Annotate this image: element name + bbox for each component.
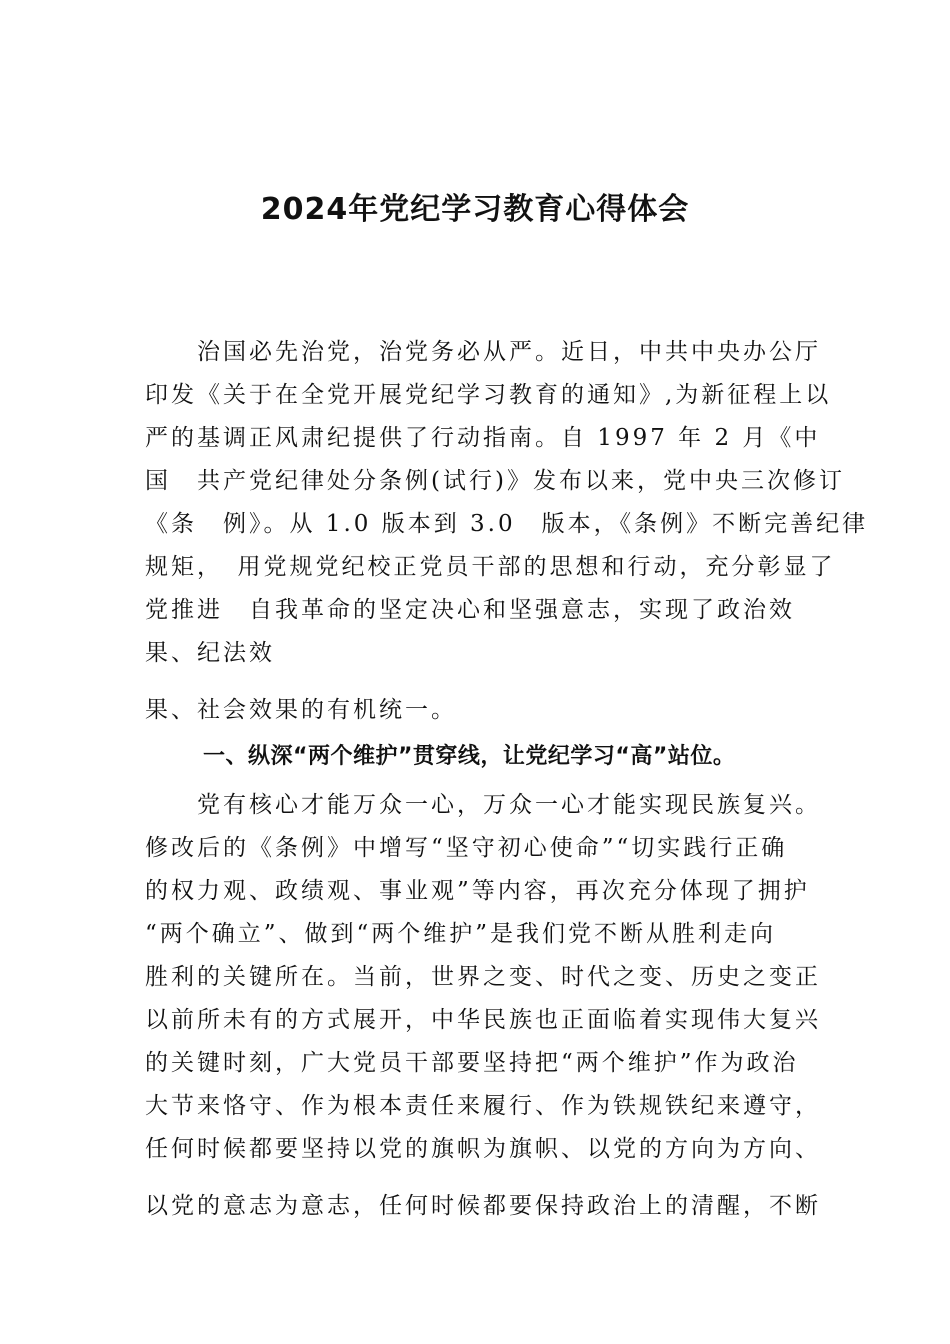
paragraph-1-line-2: 印发《关于在全党开展党纪学习教育的通知》,为新征程上以 bbox=[145, 382, 832, 408]
paragraph-2-line-2: 修改后的《条例》中增写“坚守初心使命”“切实践行正确 bbox=[145, 835, 788, 861]
paragraph-1-line-4: 国 共产党纪律处分条例(试行)》发布以来，党中央三次修订 bbox=[145, 468, 845, 494]
paragraph-2-line-4: “两个确立”、做到“两个维护”是我们党不断从胜利走向 bbox=[145, 921, 777, 947]
document-title: 2024年党纪学习教育心得体会 bbox=[260, 192, 690, 227]
paragraph-1-line-7: 党推进 自我革命的坚定决心和坚强意志，实现了政治效 bbox=[145, 597, 795, 623]
paragraph-2-line-1: 党有核心才能万众一心，万众一心才能实现民族复兴。 bbox=[145, 792, 821, 818]
paragraph-1-line-6: 规矩， 用党规党纪校正党员干部的思想和行动，充分彰显了 bbox=[145, 554, 836, 580]
paragraph-1-line-9: 果、社会效果的有机统一。 bbox=[145, 697, 457, 723]
section-heading-1: 一、纵深“两个维护”贯穿线，让党纪学习“高”站位。 bbox=[203, 744, 736, 769]
paragraph-2-line-10: 以党的意志为意志，任何时候都要保持政治上的清醒，不断 bbox=[145, 1193, 821, 1219]
paragraph-2-line-9: 任何时候都要坚持以党的旗帜为旗帜、以党的方向为方向、 bbox=[145, 1136, 821, 1162]
paragraph-1-line-8: 果、纪法效 bbox=[145, 640, 275, 666]
paragraph-1-line-3: 严的基调正风肃纪提供了行动指南。自 1997 年 2 月《中 bbox=[145, 425, 821, 451]
paragraph-2-line-3: 的权力观、政绩观、事业观”等内容，再次充分体现了拥护 bbox=[145, 878, 810, 904]
paragraph-1-line-1: 治国必先治党，治党务必从严。近日，中共中央办公厅 bbox=[145, 339, 821, 365]
paragraph-2-line-5: 胜利的关键所在。当前，世界之变、时代之变、历史之变正 bbox=[145, 964, 821, 990]
paragraph-2-line-8: 大节来恪守、作为根本责任来履行、作为铁规铁纪来遵守， bbox=[145, 1093, 821, 1119]
paragraph-2-line-7: 的关键时刻，广大党员干部要坚持把“两个维护”作为政治 bbox=[145, 1050, 799, 1076]
paragraph-1-line-5: 《条 例》。从 1.0 版本到 3.0 版本，《条例》不断完善纪律 bbox=[145, 511, 869, 537]
paragraph-2-line-6: 以前所未有的方式展开，中华民族也正面临着实现伟大复兴 bbox=[145, 1007, 821, 1033]
